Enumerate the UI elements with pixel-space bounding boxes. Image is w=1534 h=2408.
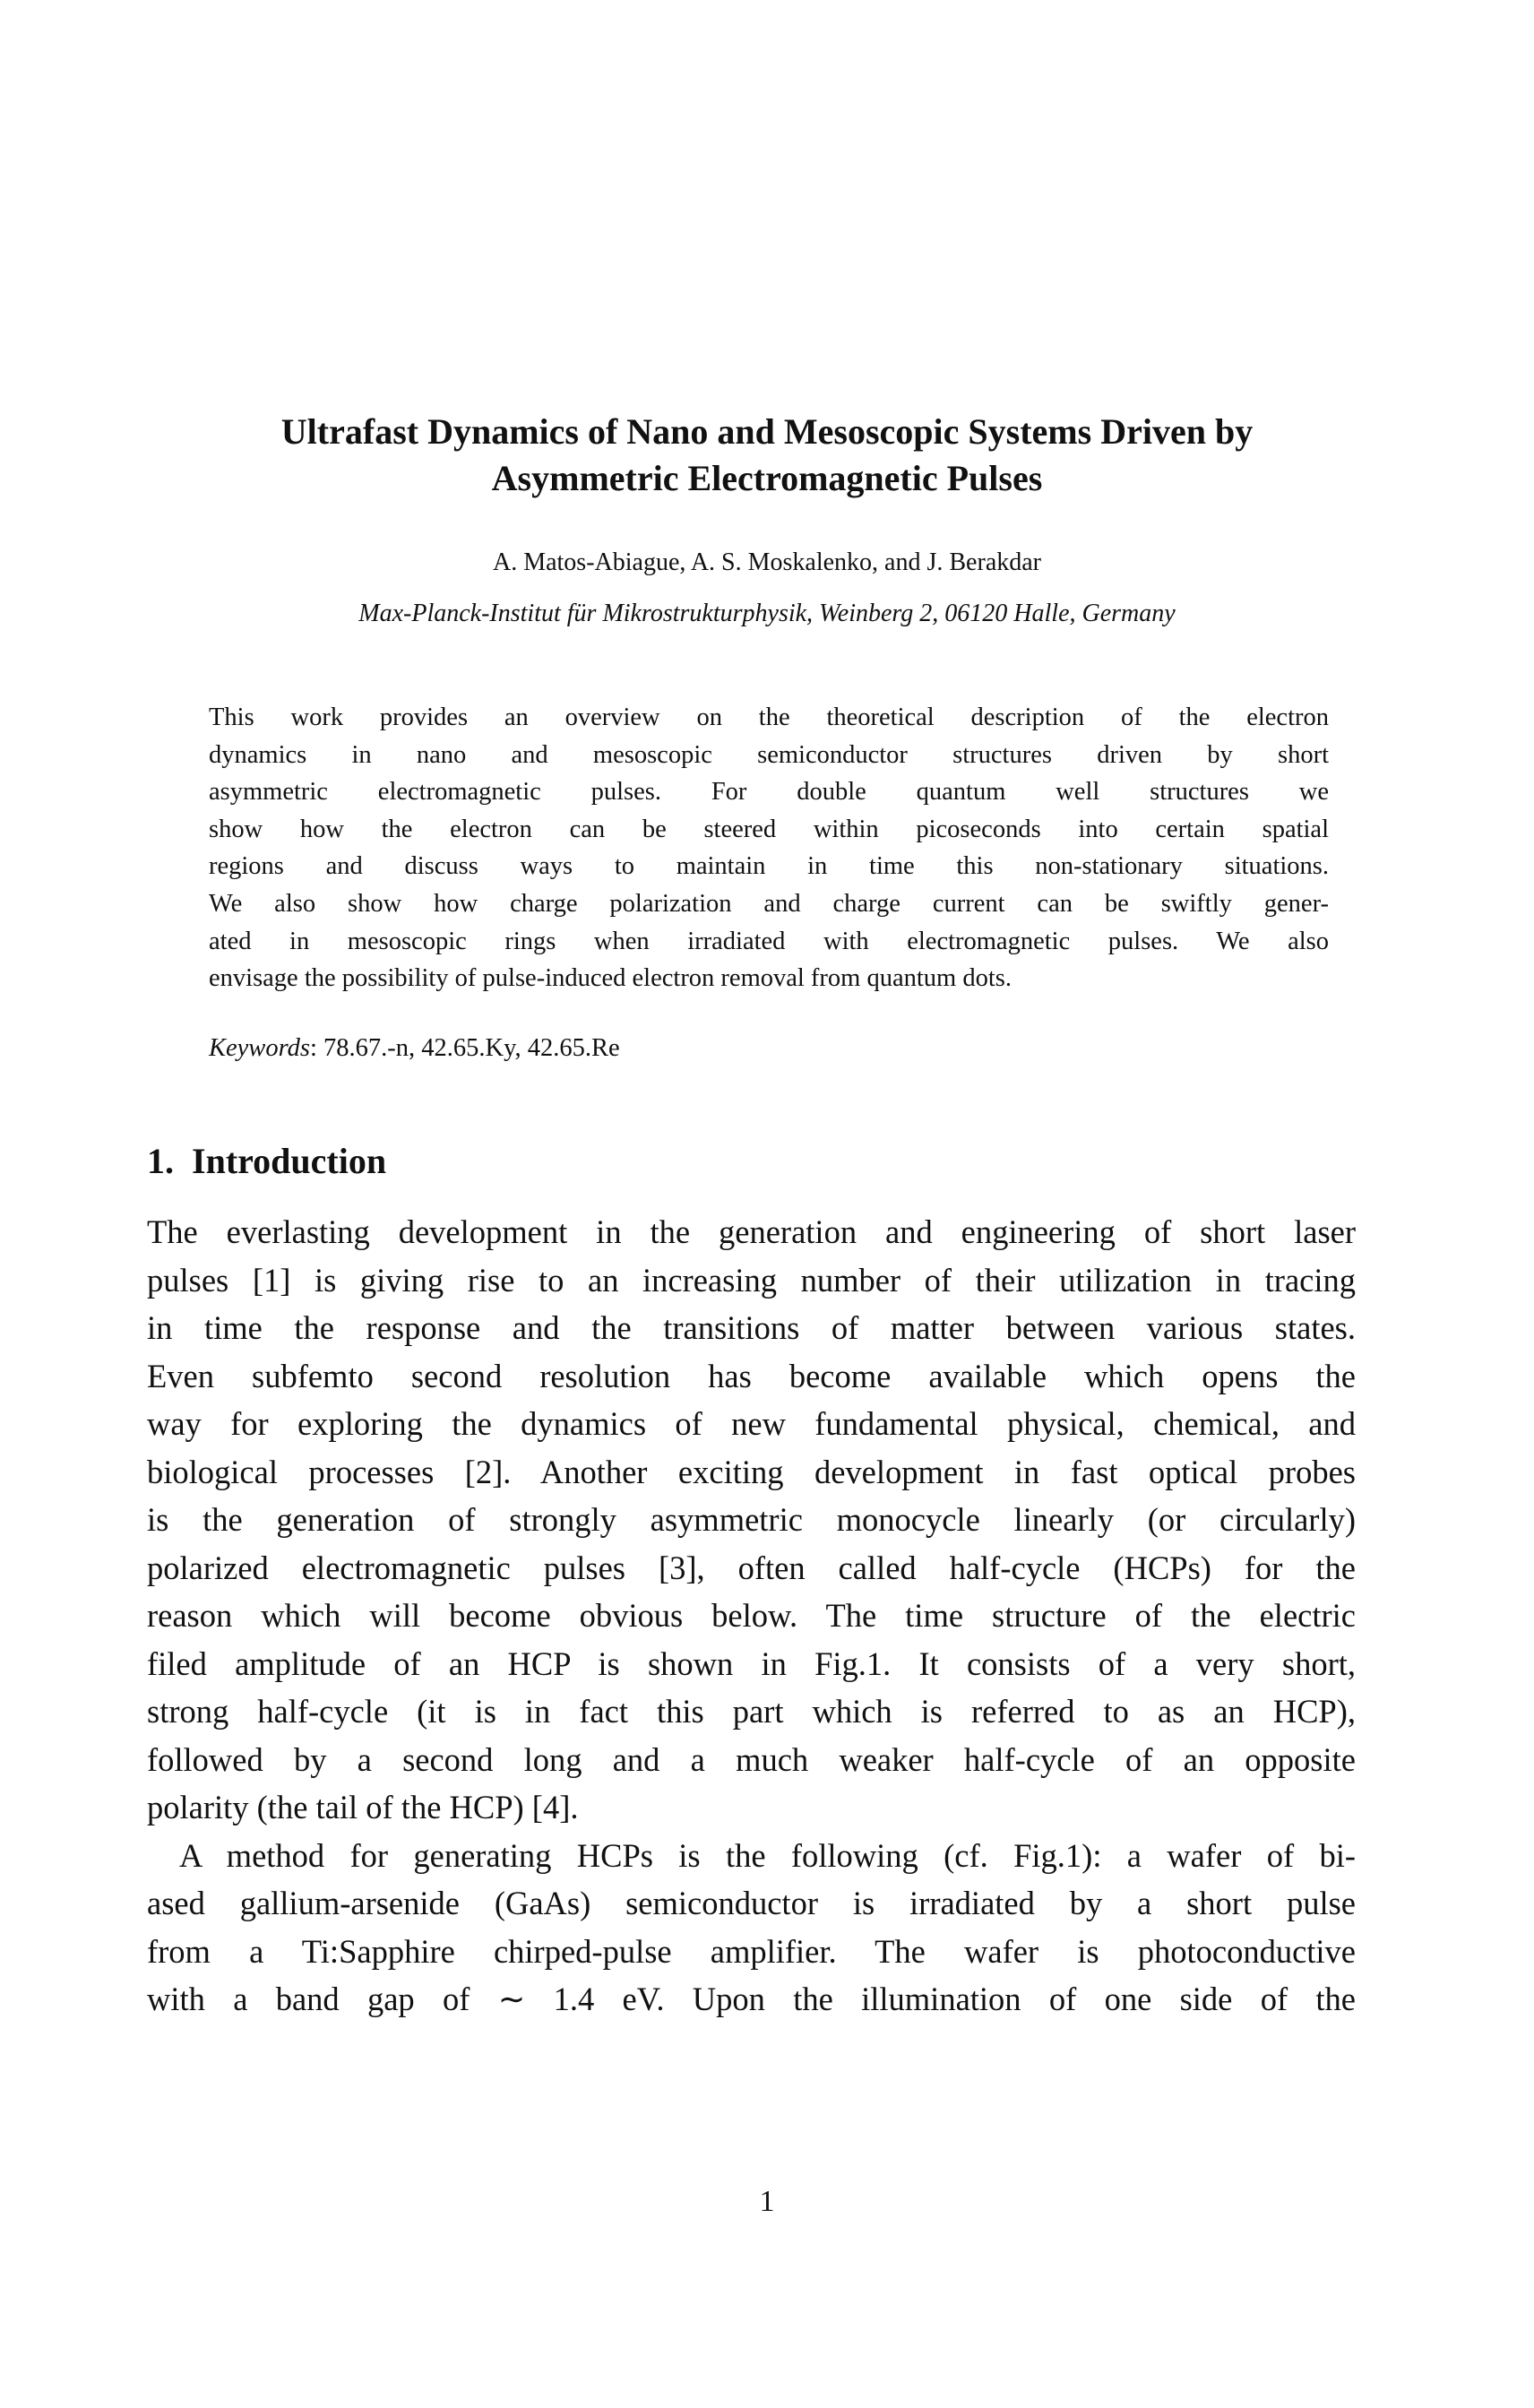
abstract-line: dynamics in nano and mesoscopic semiconductor structures driven by short (209, 740, 1329, 769)
authors: A. Matos-Abiague, A. S. Moskalenko, and J. Berakdar (492, 548, 1041, 576)
body-line: biological processes [2]. Another exciting development in fast optical probes (147, 1453, 1356, 1490)
body-line: strong half-cycle (it is in fact this part which is referred to as an HCP), (147, 1693, 1356, 1730)
keywords-label: Keywords (209, 1034, 310, 1062)
paper-title-line-2: Asymmetric Electromagnetic Pulses (491, 458, 1043, 498)
body-line: pulses [1] is giving rise to an increasing number of their utilization in tracing (147, 1261, 1356, 1299)
body-line: way for exploring the dynamics of new fundamental physical, chemical, and (147, 1405, 1356, 1442)
body-line: reason which will become obvious below. The time structure of the electric (147, 1597, 1356, 1634)
body-line: A method for generating HCPs is the following (cf. Fig.1): a wafer of bi- (179, 1836, 1356, 1874)
abstract-line: regions and discuss ways to maintain in time this non-stationary situations. (209, 852, 1329, 881)
body-text (147, 1208, 1356, 2024)
body-line: The everlasting development in the generation and engineering of short laser (147, 1213, 1356, 1250)
body-line: is the generation of strongly asymmetric monocycle linearly (or circularly) (147, 1501, 1356, 1538)
body-line: filed amplitude of an HCP is shown in Fig.1. It consists of a very short, (147, 1644, 1356, 1682)
page-number: 1 (759, 2185, 775, 2218)
body-line: polarity (the tail of the HCP) [4]. (147, 1789, 579, 1825)
body-line: followed by a second long and a much weaker half-cycle of an opposite (147, 1740, 1356, 1778)
paper-title-line-1: Ultrafast Dynamics of Nano and Mesoscopic Systems Driven by (280, 411, 1254, 452)
body-line: in time the response and the transitions of matter between various states. (147, 1309, 1356, 1346)
abstract-line: We also show how charge polarization and charge current can be swiftly gener- (209, 889, 1329, 918)
abstract-line: show how the electron can be steered within picoseconds into certain spatial (209, 815, 1329, 843)
body-line: from a Ti:Sapphire chirped-pulse amplifier. The wafer is photoconductive (147, 1932, 1356, 1970)
keywords (209, 1034, 620, 1063)
abstract-line: envisage the possibility of pulse-induced electron removal from quantum dots. (209, 964, 1012, 993)
body-line: Even subfemto second resolution has become available which opens the (147, 1357, 1356, 1394)
body-line: with a band gap of ∼ 1.4 eV. Upon the illumination of one side of the (147, 1981, 1356, 2017)
abstract-line: ated in mesoscopic rings when irradiated with electromagnetic pulses. We also (209, 927, 1329, 955)
affiliation: Max-Planck-Institut für Mikrostrukturphysik, Weinberg 2, 06120 Halle, Germany (358, 600, 1176, 627)
abstract-line: asymmetric electromagnetic pulses. For double quantum well structures we (209, 778, 1329, 807)
section-heading: 1. Introduction (147, 1141, 387, 1181)
abstract (209, 699, 1329, 997)
body-line: ased gallium-arsenide (GaAs) semiconductor is irradiated by a short pulse (147, 1885, 1356, 1921)
body-line: polarized electromagnetic pulses [3], often called half-cycle (HCPs) for the (147, 1549, 1356, 1586)
abstract-line: This work provides an overview on the theoretical description of the electron (209, 703, 1329, 731)
keywords-value: : 78.67.-n, 42.65.Ky, 42.65.Re (309, 1034, 620, 1062)
